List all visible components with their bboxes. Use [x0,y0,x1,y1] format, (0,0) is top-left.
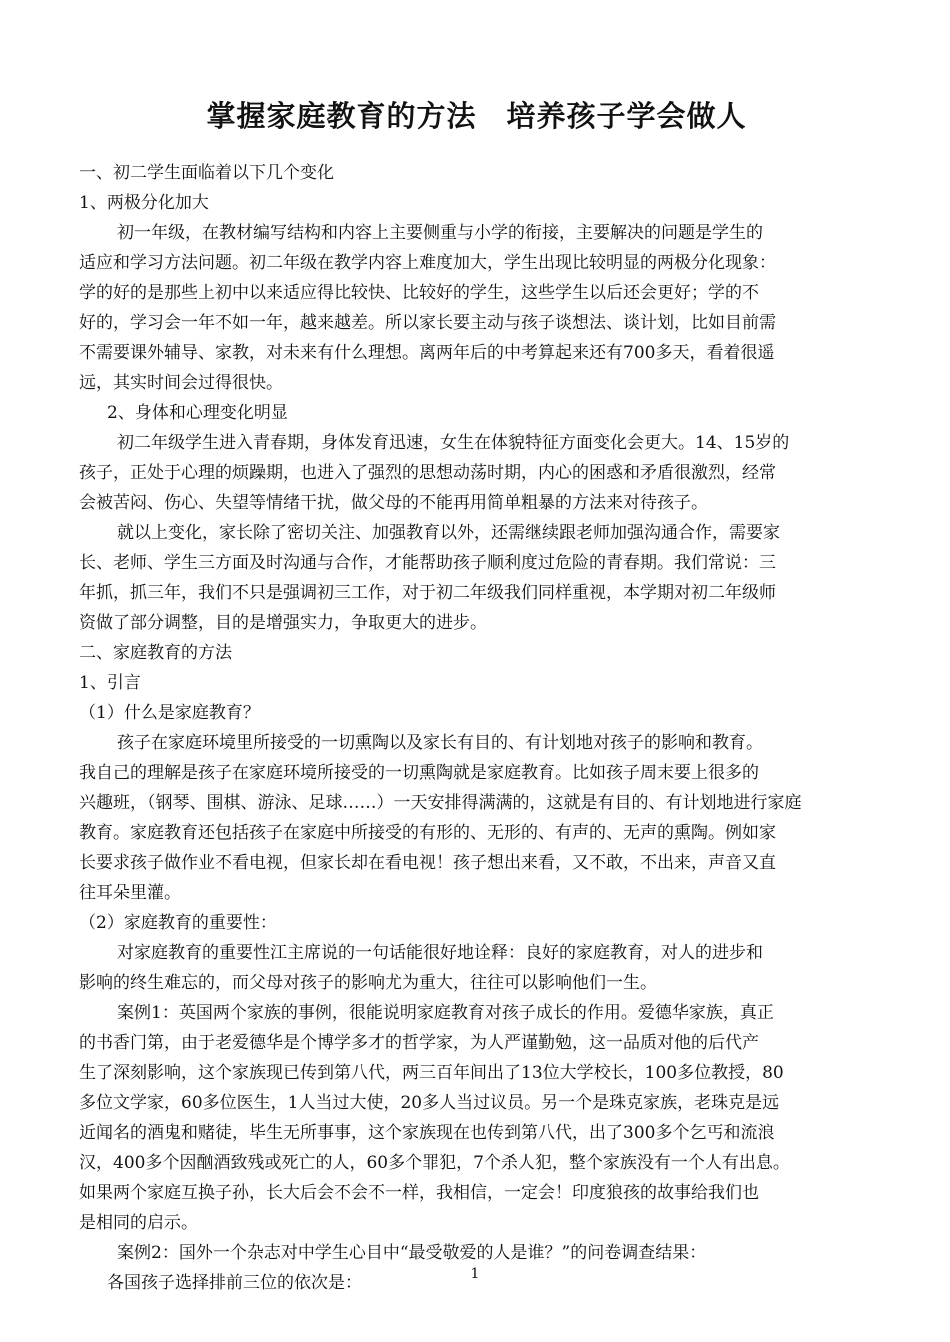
subheading-2-1-2: （2）家庭教育的重要性： [79,913,277,933]
paragraph-line: 不需要课外辅导、家教，对未来有什么理想。离两年后的中考算起来还有700多天，看着很遥 [79,343,775,363]
paragraph-line: 如果两个家庭互换子孙，长大后会不会不一样，我相信，一定会！印度狼孩的故事给我们也 [79,1183,759,1203]
paragraph-line: 我自己的理解是孩子在家庭环境所接受的一切熏陶就是家庭教育。比如孩子周末要上很多的 [79,763,759,783]
subheading-2-1-1: （1）什么是家庭教育？ [79,703,260,723]
paragraph-line: 多位文学家，60多位医生，1人当过大使，20多人当过议员。另一个是珠克家族，老珠克是远 [79,1093,780,1113]
paragraph-line: 会被苦闷、伤心、失望等情绪干扰，做父母的不能再用简单粗暴的方法来对待孩子。 [79,493,708,513]
paragraph-line: 初二年级学生进入青春期，身体发育迅速，女生在体貌特征方面变化会更大。14、15岁的 [117,433,790,453]
paragraph-line: 兴趣班，（钢琴、围棋、游泳、足球……）一天安排得满满的，这就是有目的、有计划地进行家庭 [79,793,802,813]
paragraph-line: 汉，400多个因酗酒致残或死亡的人，60多个罪犯，7个杀人犯，整个家族没有一个人有出息。 [79,1153,790,1173]
paragraph-line: 就以上变化，家长除了密切关注、加强教育以外，还需继续跟老师加强沟通合作，需要家 [117,523,780,543]
paragraph-line: 案例2：国外一个杂志对中学生心目中“最受敬爱的人是谁？”的问卷调查结果： [117,1243,707,1263]
paragraph-line: 往耳朵里灌。 [79,883,181,903]
subheading-1-2: 2、身体和心理变化明显 [107,403,288,423]
paragraph-line: 学的好的是那些上初中以来适应得比较快、比较好的学生，这些学生以后还会更好；学的不 [79,283,759,303]
document-page [79,96,874,1298]
paragraph-line: 的书香门第，由于老爱德华是个博学多才的哲学家，为人严谨勤勉，这一品质对他的后代产 [79,1033,759,1053]
paragraph-line: 对家庭教育的重要性江主席说的一句话能很好地诠释：良好的家庭教育，对人的进步和 [117,943,763,963]
paragraph-line: 教育。家庭教育还包括孩子在家庭中所接受的有形的、无形的、有声的、无声的熏陶。例如家 [79,823,776,843]
paragraph-line: 年抓，抓三年，我们不只是强调初三工作，对于初二年级我们同样重视，本学期对初二年级师 [79,583,776,603]
paragraph-line: 影响的终生难忘的，而父母对孩子的影响尤为重大，往往可以影响他们一生。 [79,973,657,993]
paragraph-line: 好的，学习会一年不如一年，越来越差。所以家长要主动与孩子谈想法、谈计划，比如目前需 [79,313,776,333]
subheading-2-1: 1、引言 [79,673,141,693]
paragraph-line: 案例1：英国两个家族的事例，很能说明家庭教育对孩子成长的作用。爱德华家族，真正 [117,1003,774,1023]
paragraph-line: 近闻名的酒鬼和赌徒，毕生无所事事，这个家族现在也传到第八代，出了300多个乞丐和流浪 [79,1123,775,1143]
paragraph-line: 远，其实时间会过得很快。 [79,373,283,393]
paragraph-line: 孩子，正处于心理的烦躁期，也进入了强烈的思想动荡时期，内心的困惑和矛盾很激烈，经常 [79,463,776,483]
paragraph-line: 各国孩子选择排前三位的依次是： [107,1273,362,1293]
paragraph-line: 长要求孩子做作业不看电视，但家长却在看电视！孩子想出来看，又不敢，不出来，声音又直 [79,853,776,873]
page-number: 1 [470,1266,480,1282]
paragraph-line: 生了深刻影响，这个家族现已传到第八代，两三百年间出了13位大学校长，100多位教授，80 [79,1063,784,1083]
subheading-1-1: 1、两极分化加大 [79,193,209,213]
paragraph-line: 资做了部分调整，目的是增强实力，争取更大的进步。 [79,613,487,633]
paragraph-line: 是相同的启示。 [79,1213,198,1233]
paragraph-line: 孩子在家庭环境里所接受的一切熏陶以及家长有目的、有计划地对孩子的影响和教育。 [117,733,763,753]
paragraph-line: 适应和学习方法问题。初二年级在教学内容上难度加大，学生出现比较明显的两极分化现象： [79,253,776,273]
section-heading-1: 一、初二学生面临着以下几个变化 [79,163,334,183]
section-heading-2: 二、家庭教育的方法 [79,643,232,663]
paragraph-line: 长、老师、学生三方面及时沟通与合作，才能帮助孩子顺利度过危险的青春期。我们常说：三 [79,553,776,573]
paragraph-line: 初一年级，在教材编写结构和内容上主要侧重与小学的衔接，主要解决的问题是学生的 [117,223,763,243]
document-title: 掌握家庭教育的方法 培养孩子学会做人 [206,99,747,133]
